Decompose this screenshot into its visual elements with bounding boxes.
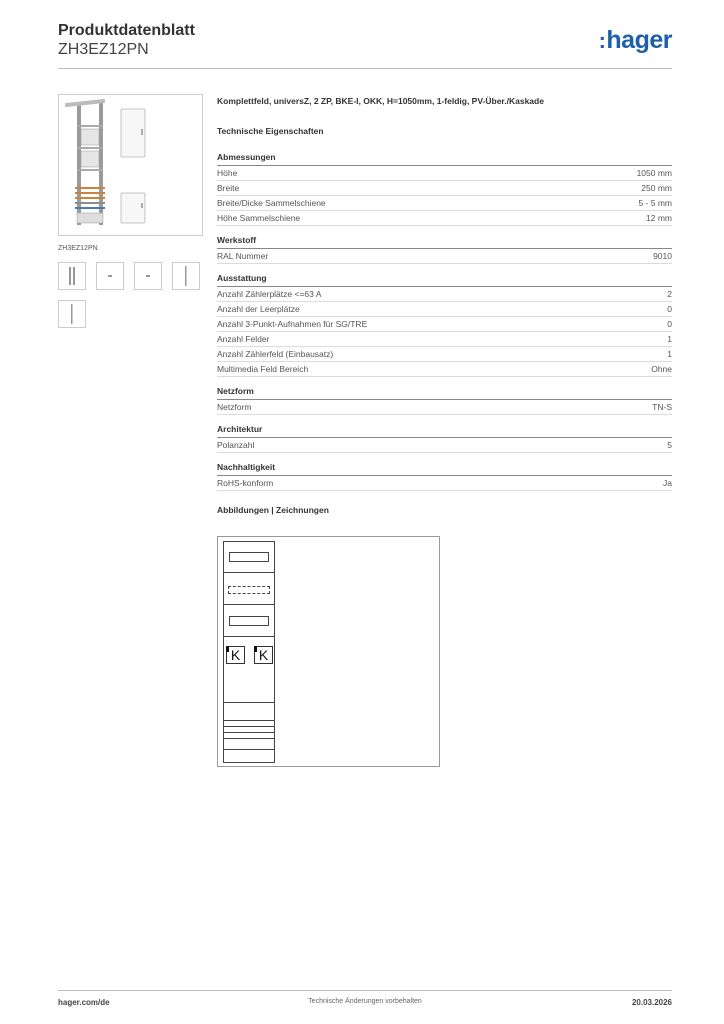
spec-value: 1: [667, 334, 672, 344]
drawing-busbar-line: [224, 720, 274, 721]
section-ausstattung: [217, 273, 672, 377]
hager-logo: :hager: [598, 26, 672, 54]
thumbnail-cover-bottom-icon: [135, 263, 161, 289]
spec-row: [217, 476, 672, 491]
spec-label: RoHS-konform: [217, 478, 274, 488]
spec-label: Anzahl Zählerfeld (Einbausatz): [217, 349, 334, 359]
main-content: [217, 96, 672, 515]
thumbnail-profile-icon: [59, 301, 85, 327]
spec-row: [217, 166, 672, 181]
spec-label: Breite/Dicke Sammelschiene: [217, 198, 326, 208]
spec-value: 2: [667, 289, 672, 299]
spec-label: Multimedia Feld Bereich: [217, 364, 309, 374]
spec-value: 12 mm: [646, 213, 672, 223]
product-code: ZH3EZ12PN: [58, 41, 149, 58]
footer-divider: [58, 990, 672, 991]
spec-label: Anzahl 3-Punkt-Aufnahmen für SG/TRE: [217, 319, 368, 329]
spec-label: Netzform: [217, 402, 252, 412]
section-nachhaltigkeit: [217, 462, 672, 491]
spec-row: [217, 181, 672, 196]
spec-value: Ja: [663, 478, 672, 488]
thumbnail-front[interactable]: [58, 262, 86, 290]
section-title: Nachhaltigkeit: [217, 462, 672, 476]
drawing-busbar-line: [224, 738, 274, 739]
drawing-meter-k-left: K: [226, 646, 245, 664]
spec-value: 1050 mm: [636, 168, 672, 178]
spec-row: [217, 438, 672, 453]
section-title: Netzform: [217, 386, 672, 400]
spec-row: [217, 400, 672, 415]
drawing-divider: [224, 604, 274, 605]
spec-label: Breite: [217, 183, 240, 193]
spec-row: [217, 287, 672, 302]
spec-label: Anzahl Felder: [217, 334, 270, 344]
drawing-meter-k-right: K: [254, 646, 273, 664]
spec-row: [217, 332, 672, 347]
drawing-middle-slot: [229, 616, 269, 626]
spec-row: [217, 317, 672, 332]
thumbnail-profile[interactable]: [58, 300, 86, 328]
spec-row: [217, 347, 672, 362]
spec-row: [217, 362, 672, 377]
thumbnail-cover-top-icon: [97, 263, 123, 289]
spec-row: [217, 249, 672, 264]
section-title: Ausstattung: [217, 273, 672, 287]
drawing-terminal-strip: [228, 586, 270, 594]
section-netzform: [217, 386, 672, 415]
drawing-cabinet: [223, 541, 275, 763]
drawing-busbar-line: [224, 726, 274, 727]
spec-value: 250 mm: [641, 183, 672, 193]
logo-text: hager: [606, 26, 672, 54]
spec-value: 5: [667, 440, 672, 450]
footer-note: Technische Änderungen vorbehalten: [308, 998, 422, 1005]
section-title: Abmessungen: [217, 152, 672, 166]
thumbnail-side[interactable]: [172, 262, 200, 290]
product-image: [58, 94, 203, 236]
drawing-top-slot: [229, 552, 269, 562]
spec-label: Höhe Sammelschiene: [217, 213, 301, 223]
section-title: Architektur: [217, 424, 672, 438]
drawing-busbar-line: [224, 732, 274, 733]
technical-drawing: [217, 536, 440, 767]
spec-row: [217, 302, 672, 317]
spec-value: 9010: [653, 251, 672, 261]
section-werkstoff: [217, 235, 672, 264]
thumbnail-front-icon: [59, 263, 85, 289]
spec-value: 0: [667, 304, 672, 314]
spec-value: 1: [667, 349, 672, 359]
product-description: Komplettfeld, universZ, 2 ZP, BKE-I, OKK, H=1050mm, 1-feldig, PV-Über./Kaskade: [217, 96, 544, 106]
spec-label: Höhe: [217, 168, 238, 178]
drawing-divider: [224, 572, 274, 573]
drawing-busbar-line: [224, 749, 274, 750]
spec-value: TN-S: [652, 402, 672, 412]
product-illustration: [59, 95, 202, 235]
thumbnail-side-icon: [173, 263, 199, 289]
spec-label: Anzahl der Leerplätze: [217, 304, 300, 314]
thumbnail-cover-bottom[interactable]: [134, 262, 162, 290]
section-architektur: [217, 424, 672, 453]
spec-value: Ohne: [651, 364, 672, 374]
section-abmessungen: [217, 152, 672, 226]
drawing-divider: [224, 636, 274, 637]
header-divider: [58, 68, 672, 69]
spec-row: [217, 196, 672, 211]
figures-heading: Abbildungen | Zeichnungen: [217, 505, 329, 515]
page-footer: [58, 998, 672, 1010]
footer-date: 20.03.2026: [631, 998, 672, 1007]
page-header: [58, 22, 672, 68]
spec-row: [217, 211, 672, 226]
spec-label: Polanzahl: [217, 440, 255, 450]
footer-website[interactable]: hager.com/de: [58, 998, 110, 1007]
drawing-divider: [224, 702, 274, 703]
document-title: Produktdatenblatt: [58, 22, 195, 39]
spec-label: RAL Nummer: [217, 251, 269, 261]
technical-properties-heading: Technische Eigenschaften: [217, 126, 324, 136]
section-title: Werkstoff: [217, 235, 672, 249]
thumbnail-cover-top[interactable]: [96, 262, 124, 290]
spec-value: 0: [667, 319, 672, 329]
image-caption: ZH3EZ12PN: [58, 245, 98, 252]
spec-label: Anzahl Zählerplätze <=63 A: [217, 289, 322, 299]
spec-value: 5 - 5 mm: [638, 198, 672, 208]
